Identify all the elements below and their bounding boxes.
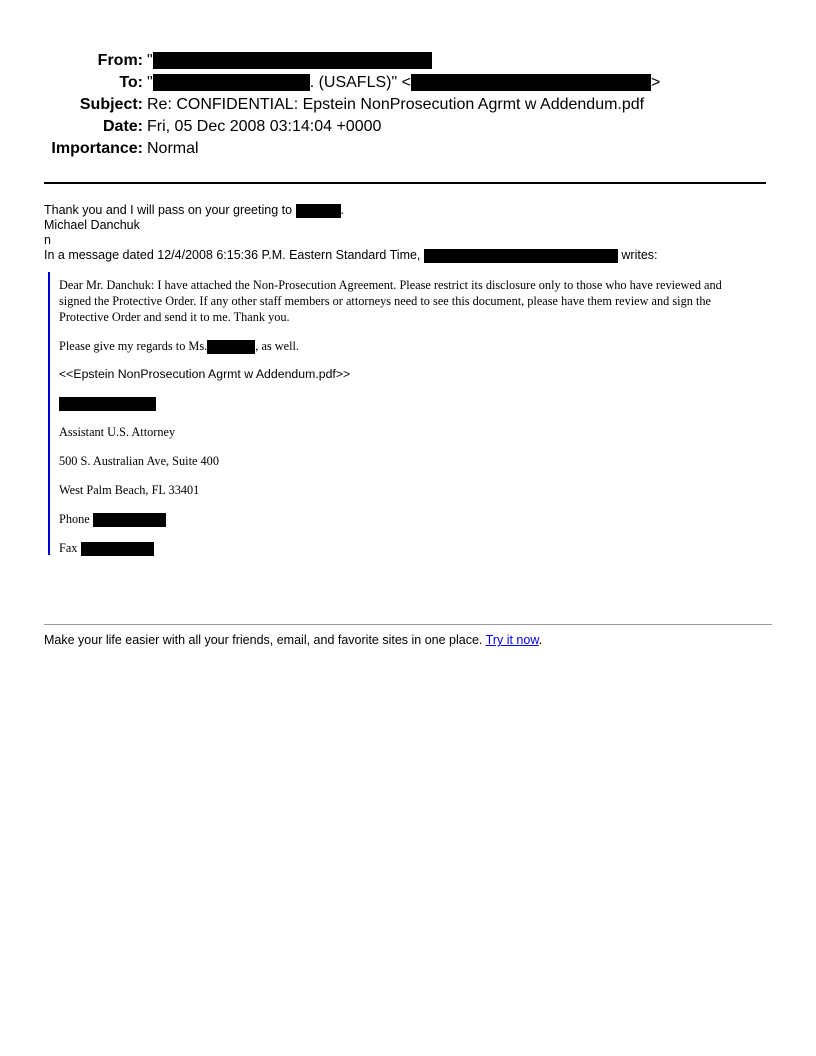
to-value-middle: . (USAFLS)" < [309, 74, 411, 91]
footer-text: Make your life easier with all your friends, email, and favorite sites in one place. [44, 633, 483, 647]
sender-name-redacted [59, 395, 156, 412]
importance-label: Importance: [51, 140, 143, 157]
redaction-block [153, 52, 432, 69]
quote-body-line: Protective Order and send it to me. Thank you. [59, 310, 290, 324]
email-header [0, 50, 816, 160]
phone-label: Phone [59, 512, 90, 526]
date-label: Date: [102, 118, 143, 135]
regards-prefix: Please give my regards to Ms. [59, 339, 208, 353]
quote-regards-line [59, 338, 299, 355]
date-row [0, 116, 816, 138]
footer-trailing: . [538, 633, 543, 647]
try-it-now-link[interactable]: Try it now [485, 633, 539, 647]
to-value-prefix: " [147, 74, 153, 91]
attribution-prefix: In a message dated 12/4/2008 6:15:36 P.M. Eastern Standard Time, [44, 248, 421, 262]
quote-body-line: signed the Protective Order. If any other staff members or attorneys need to see this document, please have them review and sign the [59, 294, 711, 308]
redaction-block [424, 249, 618, 263]
to-value-suffix: > [650, 74, 661, 91]
to-value [147, 72, 660, 94]
date-value: Fri, 05 Dec 2008 03:14:04 +0000 [147, 118, 382, 135]
redaction-block [59, 397, 156, 411]
sender-phone [59, 511, 166, 528]
reply-body [44, 203, 658, 263]
from-value-prefix: " [147, 52, 153, 69]
footer-promo [44, 632, 542, 648]
reply-greeting-suffix: . [340, 203, 345, 217]
sender-address-line: 500 S. Australian Ave, Suite 400 [59, 454, 219, 468]
redaction-block [153, 74, 310, 91]
subject-label: Subject: [79, 96, 143, 113]
from-value [147, 50, 432, 72]
attachment-name[interactable]: <<Epstein NonProsecution Agrmt w Addendum.pdf>> [59, 367, 351, 381]
redaction-block [296, 204, 341, 218]
from-label: From: [97, 52, 143, 69]
reply-line [44, 203, 658, 218]
redaction-block [207, 340, 255, 354]
to-row [0, 72, 816, 94]
redaction-block [81, 542, 154, 556]
attribution-line [44, 248, 658, 263]
quoted-message [48, 272, 773, 555]
subject-value: Re: CONFIDENTIAL: Epstein NonProsecution Agrmt w Addendum.pdf [147, 96, 645, 113]
to-label: To: [119, 74, 143, 91]
redaction-block [93, 513, 166, 527]
from-row [0, 50, 816, 72]
sender-address-line: West Palm Beach, FL 33401 [59, 483, 200, 497]
header-divider [44, 182, 766, 184]
sender-fax [59, 540, 154, 557]
signature-initial: n [44, 233, 51, 247]
sender-title: Assistant U.S. Attorney [59, 425, 176, 439]
footer-divider [44, 624, 772, 625]
importance-row [0, 138, 816, 160]
importance-value: Normal [147, 140, 199, 157]
signature-name: Michael Danchuk [44, 218, 140, 232]
subject-row [0, 94, 816, 116]
regards-suffix: , as well. [255, 339, 300, 353]
fax-label: Fax [59, 541, 78, 555]
reply-greeting-text: Thank you and I will pass on your greeting to [44, 203, 293, 217]
quote-body-line: Dear Mr. Danchuk: I have attached the Non-Prosecution Agreement. Please restrict its disclosure only to those who have reviewed and [59, 278, 722, 292]
redaction-block [411, 74, 651, 91]
attribution-suffix: writes: [621, 248, 658, 262]
